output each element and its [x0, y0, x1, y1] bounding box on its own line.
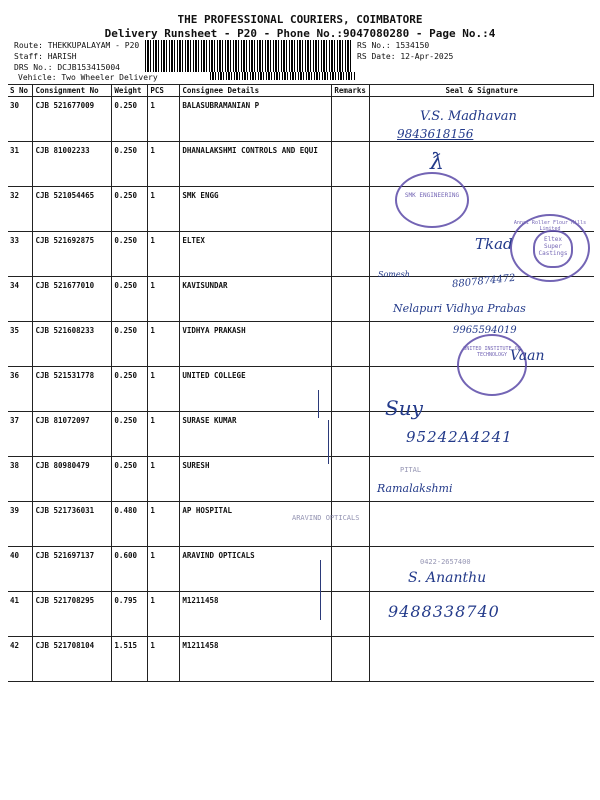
cell-remarks	[332, 97, 370, 142]
remark-tick-37	[318, 390, 319, 418]
signature-38-phone: 95242A4241	[406, 428, 513, 446]
cell-weight: 0.600	[112, 547, 148, 592]
cell-weight: 0.480	[112, 502, 148, 547]
signature-41-name: S. Ananthu	[408, 570, 487, 586]
cell-consignment: CJB 521677009	[33, 97, 112, 142]
document-title: THE PROFESSIONAL COURIERS, COIMBATORE	[177, 13, 423, 26]
cell-consignee: DHANALAKSHMI CONTROLS AND EQUI	[180, 142, 332, 187]
cell-consignee: M1211458	[180, 592, 332, 637]
cell-sno: 40	[8, 547, 33, 592]
signature-31-mark: ƛ	[430, 150, 444, 175]
cell-remarks	[332, 457, 370, 502]
cell-remarks	[332, 547, 370, 592]
cell-sno: 32	[8, 187, 33, 232]
cell-consignment: CJB 81002233	[33, 142, 112, 187]
table-row	[8, 457, 594, 502]
table-row	[8, 502, 594, 547]
cell-pcs: 1	[148, 187, 180, 232]
cell-consignment: CJB 521697137	[33, 547, 112, 592]
cell-consignee: SMK ENGG	[180, 187, 332, 232]
signature-34-phone: 8807874472	[451, 272, 517, 291]
cell-sno: 37	[8, 412, 33, 457]
cell-seal	[370, 142, 594, 187]
stamp-39-faint: PITAL	[400, 466, 422, 474]
cell-seal	[370, 502, 594, 547]
cell-sno: 30	[8, 97, 33, 142]
signature-35-phone: 9965594019	[453, 325, 517, 336]
signature-30-phone: 9843618156	[397, 127, 474, 141]
cell-sno: 33	[8, 232, 33, 277]
stamp-40-phone: 0422-2657400	[420, 558, 471, 566]
rs-date: RS Date: 12-Apr-2025	[357, 52, 454, 61]
table-row	[8, 592, 594, 637]
cell-remarks	[332, 502, 370, 547]
cell-consignee: KAVISUNDAR	[180, 277, 332, 322]
cell-remarks	[332, 277, 370, 322]
cell-consignee: ARAVIND OPTICALS	[180, 547, 332, 592]
cell-sno: 36	[8, 367, 33, 412]
cell-consignment: CJB 521531778	[33, 367, 112, 412]
drs-label: DRS No.: DCJB153415004	[14, 63, 120, 72]
remark-tick-38	[328, 420, 329, 464]
cell-consignment: CJB 521708104	[33, 637, 112, 682]
table-row	[8, 547, 594, 592]
cell-remarks	[332, 232, 370, 277]
cell-weight: 0.250	[112, 142, 148, 187]
col-sno: S No	[8, 85, 33, 97]
cell-sno: 34	[8, 277, 33, 322]
cell-consignee: ELTEX	[180, 232, 332, 277]
cell-weight: 0.795	[112, 592, 148, 637]
barcode-main	[145, 40, 351, 72]
stamp-36	[457, 334, 527, 396]
table-row	[8, 142, 594, 187]
cell-pcs: 1	[148, 97, 180, 142]
cell-remarks	[332, 592, 370, 637]
cell-consignee: AP HOSPITAL	[180, 502, 332, 547]
signature-39-name: Ramalakshmi	[377, 482, 453, 495]
cell-remarks	[332, 637, 370, 682]
cell-pcs: 1	[148, 322, 180, 367]
cell-weight: 0.250	[112, 457, 148, 502]
cell-pcs: 1	[148, 547, 180, 592]
signature-30-name: V.S. Madhavan	[420, 109, 517, 124]
cell-weight: 0.250	[112, 97, 148, 142]
signature-37-mark: Suy	[385, 396, 423, 420]
stamp-32	[395, 172, 469, 228]
cell-consignment: CJB 521708295	[33, 592, 112, 637]
stamp-36-text: UNITED INSTITUTE OF TECHNOLOGY	[463, 346, 521, 358]
cell-consignment: CJB 521054465	[33, 187, 112, 232]
stamp-33	[533, 230, 573, 268]
cell-consignment: CJB 521677010	[33, 277, 112, 322]
cell-pcs: 1	[148, 277, 180, 322]
route-label: Route: THEKKUPALAYAM - P20	[14, 41, 140, 50]
col-pcs: PCS	[148, 85, 180, 97]
table-row	[8, 187, 594, 232]
cell-remarks	[332, 412, 370, 457]
document-subtitle: Delivery Runsheet - P20 - Phone No.:9047080280 - Page No.:4	[104, 27, 496, 40]
cell-consignment: CJB 81072097	[33, 412, 112, 457]
vehicle-label: Vehicle: Two Wheeler Delivery	[18, 73, 158, 82]
cell-weight: 0.250	[112, 277, 148, 322]
signature-35-name: Nelapuri Vidhya Prabas	[393, 302, 526, 315]
col-weight: Weight	[112, 85, 148, 97]
stamp-32-text: SMK ENGINEERING	[404, 192, 460, 199]
cell-consignment: CJB 521692875	[33, 232, 112, 277]
cell-consignee: BALASUBRAMANIAN P	[180, 97, 332, 142]
cell-sno: 38	[8, 457, 33, 502]
table-header	[8, 85, 594, 97]
cell-consignee: VIDHYA PRAKASH	[180, 322, 332, 367]
remark-tick-41	[320, 560, 321, 620]
signature-33-mark: Tkad	[475, 235, 513, 253]
col-remarks: Remarks	[332, 85, 370, 97]
cell-consignee: UNITED COLLEGE	[180, 367, 332, 412]
cell-pcs: 1	[148, 412, 180, 457]
stamp-33-outer-text: Annai Roller Flour Mills Limited	[513, 220, 587, 232]
cell-sno: 35	[8, 322, 33, 367]
cell-pcs: 1	[148, 367, 180, 412]
cell-remarks	[332, 187, 370, 232]
cell-pcs: 1	[148, 592, 180, 637]
cell-weight: 0.250	[112, 367, 148, 412]
table-row	[8, 637, 594, 682]
cell-consignment: CJB 521608233	[33, 322, 112, 367]
cell-remarks	[332, 142, 370, 187]
cell-seal	[370, 637, 594, 682]
cell-pcs: 1	[148, 142, 180, 187]
staff-label: Staff: HARISH	[14, 52, 77, 61]
cell-remarks	[332, 367, 370, 412]
signature-34-mark: Somesh	[378, 270, 410, 279]
cell-pcs: 1	[148, 637, 180, 682]
cell-weight: 0.250	[112, 412, 148, 457]
cell-sno: 39	[8, 502, 33, 547]
barcode-secondary	[210, 72, 356, 80]
cell-weight: 0.250	[112, 187, 148, 232]
col-seal: Seal & Signature	[370, 85, 594, 97]
rs-number: RS No.: 1534150	[357, 41, 430, 50]
cell-consignee: SURASE KUMAR	[180, 412, 332, 457]
cell-weight: 0.250	[112, 322, 148, 367]
col-consignment: Consignment No	[33, 85, 112, 97]
cell-pcs: 1	[148, 457, 180, 502]
signature-36-mark: Vaan	[510, 348, 545, 364]
stamp-33-text: Eltex Super Castings	[538, 236, 568, 257]
cell-remarks	[332, 322, 370, 367]
cell-pcs: 1	[148, 502, 180, 547]
cell-consignment: CJB 521736031	[33, 502, 112, 547]
cell-pcs: 1	[148, 232, 180, 277]
cell-weight: 0.250	[112, 232, 148, 277]
cell-consignee: M1211458	[180, 637, 332, 682]
cell-sno: 41	[8, 592, 33, 637]
stamp-40-text: ARAVIND OPTICALS	[292, 514, 360, 522]
signature-42-phone: 9488338740	[388, 602, 500, 621]
cell-consignee: SURESH	[180, 457, 332, 502]
cell-weight: 1.515	[112, 637, 148, 682]
cell-consignment: CJB 80980479	[33, 457, 112, 502]
cell-sno: 42	[8, 637, 33, 682]
cell-sno: 31	[8, 142, 33, 187]
col-consignee: Consignee Details	[180, 85, 332, 97]
